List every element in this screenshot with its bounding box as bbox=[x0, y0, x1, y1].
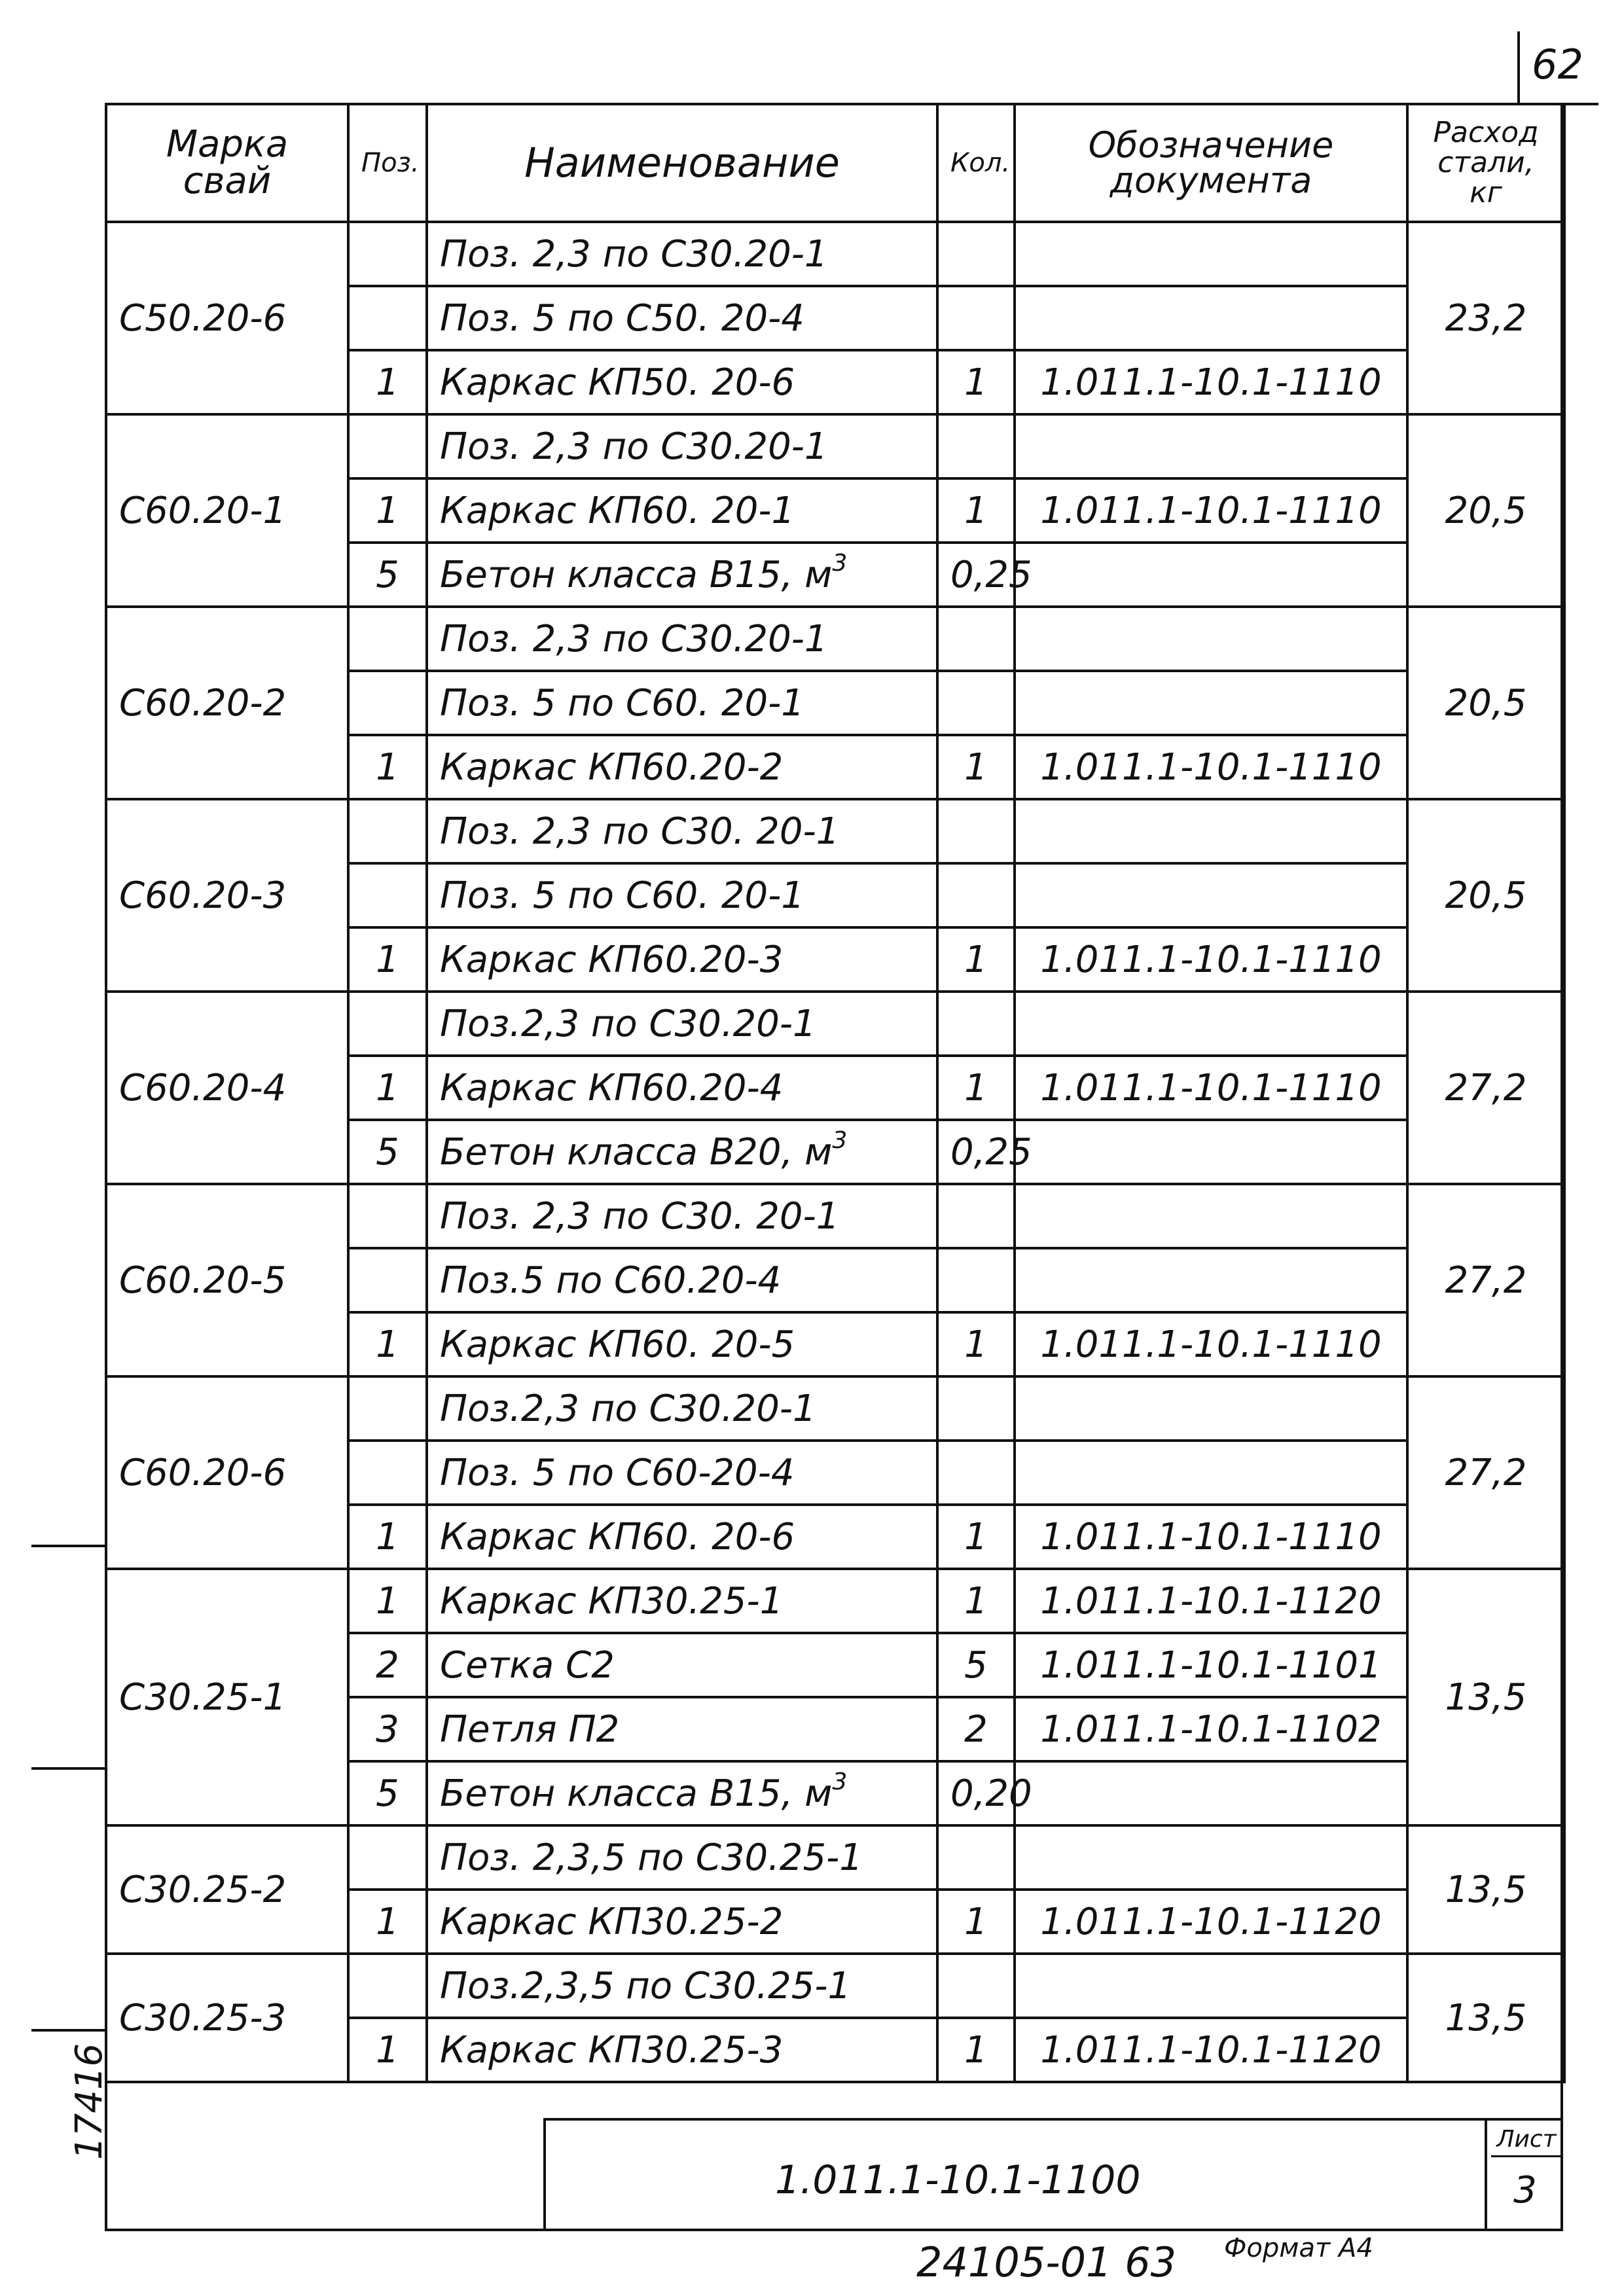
position-cell: 1 bbox=[348, 1505, 427, 1569]
position-cell bbox=[348, 286, 427, 350]
document-cell: 1.011.1-10.1-1101 bbox=[1015, 1633, 1407, 1697]
name-text: Поз.5 по С60.20-4 bbox=[440, 1259, 782, 1302]
document-cell: 1.011.1-10.1-1110 bbox=[1015, 478, 1407, 543]
quantity-cell: 1 bbox=[937, 735, 1015, 799]
name-cell bbox=[427, 286, 937, 350]
quantity-cell bbox=[937, 1184, 1015, 1248]
name-cell bbox=[427, 1890, 937, 1954]
pile-mark: С60.20-3 bbox=[106, 799, 348, 992]
quantity-cell bbox=[937, 1248, 1015, 1312]
steel-consumption: 27,2 bbox=[1407, 1376, 1564, 1569]
steel-consumption: 13,5 bbox=[1407, 1569, 1564, 1825]
name-cell bbox=[427, 1825, 937, 1890]
header-mass: Расход стали, кг bbox=[1407, 104, 1564, 222]
quantity-cell: 1 bbox=[937, 1505, 1015, 1569]
table-row bbox=[106, 222, 1564, 286]
position-cell: 1 bbox=[348, 1569, 427, 1633]
position-cell: 1 bbox=[348, 1056, 427, 1120]
name-cell bbox=[427, 1184, 937, 1248]
table-row bbox=[106, 1825, 1564, 1890]
name-cell bbox=[427, 543, 937, 607]
position-cell: 5 bbox=[348, 1761, 427, 1825]
name-text: Поз. 2,3,5 по С30.25-1 bbox=[440, 1836, 863, 1879]
quantity-cell bbox=[937, 414, 1015, 478]
pile-mark: С50.20-6 bbox=[106, 222, 348, 414]
pile-mark: С60.20-2 bbox=[106, 607, 348, 799]
document-cell: 1.011.1-10.1-1120 bbox=[1015, 1890, 1407, 1954]
document-cell bbox=[1015, 1120, 1407, 1184]
pile-mark: С60.20-5 bbox=[106, 1184, 348, 1376]
quantity-cell: 0,25 bbox=[937, 1120, 1015, 1184]
header-qty: Кол. bbox=[937, 104, 1015, 222]
specification-table bbox=[105, 103, 1566, 2083]
position-cell bbox=[348, 1441, 427, 1505]
page-number: 62 bbox=[1532, 41, 1583, 88]
table-row bbox=[106, 1569, 1564, 1633]
name-cell bbox=[427, 1954, 937, 2018]
table-header-row bbox=[106, 104, 1564, 222]
quantity-cell: 5 bbox=[937, 1633, 1015, 1697]
document-cell bbox=[1015, 1761, 1407, 1825]
position-cell: 1 bbox=[348, 1890, 427, 1954]
unit-superscript: 3 bbox=[832, 1126, 848, 1154]
name-text: Каркас КП30.25-1 bbox=[440, 1579, 784, 1623]
position-cell: 1 bbox=[348, 927, 427, 992]
document-cell bbox=[1015, 1441, 1407, 1505]
name-cell bbox=[427, 863, 937, 927]
document-code: 1.011.1-10.1-1100 bbox=[775, 2157, 1141, 2203]
quantity-cell bbox=[937, 992, 1015, 1056]
position-cell bbox=[348, 222, 427, 286]
name-cell bbox=[427, 992, 937, 1056]
name-text: Каркас КП60.20-4 bbox=[440, 1066, 784, 1109]
position-cell bbox=[348, 414, 427, 478]
name-text: Поз. 2,3 по С30. 20-1 bbox=[440, 1194, 840, 1238]
position-cell bbox=[348, 1825, 427, 1890]
name-text: Поз. 5 по С60. 20-1 bbox=[440, 874, 804, 917]
format-label: Формат А4 bbox=[1224, 2233, 1373, 2263]
name-cell bbox=[427, 1633, 937, 1697]
name-text: Поз. 2,3 по С30.20-1 bbox=[440, 232, 828, 276]
position-cell bbox=[348, 1376, 427, 1441]
table-row bbox=[106, 1376, 1564, 1441]
name-text: Поз. 5 по С60-20-4 bbox=[440, 1451, 795, 1494]
quantity-cell bbox=[937, 286, 1015, 350]
position-cell: 5 bbox=[348, 1120, 427, 1184]
pile-mark: С60.20-6 bbox=[106, 1376, 348, 1569]
position-cell bbox=[348, 1248, 427, 1312]
name-text: Бетон класса В20, м bbox=[440, 1130, 833, 1174]
header-pos: Поз. bbox=[348, 104, 427, 222]
steel-consumption: 20,5 bbox=[1407, 607, 1564, 799]
position-cell: 1 bbox=[348, 735, 427, 799]
document-cell bbox=[1015, 222, 1407, 286]
name-text: Каркас КП30.25-3 bbox=[440, 2028, 784, 2072]
steel-consumption: 27,2 bbox=[1407, 992, 1564, 1184]
document-cell bbox=[1015, 671, 1407, 735]
name-cell bbox=[427, 1120, 937, 1184]
name-cell bbox=[427, 1312, 937, 1376]
name-text: Каркас КП60. 20-5 bbox=[440, 1323, 795, 1366]
table-row bbox=[106, 607, 1564, 671]
table-row bbox=[106, 799, 1564, 863]
document-cell bbox=[1015, 1184, 1407, 1248]
name-text: Поз. 5 по С60. 20-1 bbox=[440, 681, 804, 725]
steel-consumption: 20,5 bbox=[1407, 414, 1564, 607]
position-cell bbox=[348, 1184, 427, 1248]
quantity-cell: 2 bbox=[937, 1697, 1015, 1761]
quantity-cell bbox=[937, 1954, 1015, 2018]
inventory-strip-divider bbox=[31, 1767, 105, 1770]
position-cell bbox=[348, 863, 427, 927]
header-doc: Обозначение документа bbox=[1015, 104, 1407, 222]
name-text: Поз. 5 по С50. 20-4 bbox=[440, 296, 804, 340]
document-cell bbox=[1015, 1825, 1407, 1890]
document-cell bbox=[1015, 543, 1407, 607]
pile-mark: С30.25-3 bbox=[106, 1954, 348, 2082]
quantity-cell: 0,20 bbox=[937, 1761, 1015, 1825]
document-cell bbox=[1015, 607, 1407, 671]
name-text: Поз.2,3 по С30.20-1 bbox=[440, 1387, 816, 1430]
name-text: Каркас КП60. 20-6 bbox=[440, 1515, 795, 1558]
sheet-box bbox=[1485, 2121, 1563, 2231]
document-cell: 1.011.1-10.1-1120 bbox=[1015, 2018, 1407, 2082]
document-cell: 1.011.1-10.1-1110 bbox=[1015, 1312, 1407, 1376]
name-cell bbox=[427, 607, 937, 671]
quantity-cell: 1 bbox=[937, 1056, 1015, 1120]
table-row bbox=[106, 1184, 1564, 1248]
quantity-cell: 1 bbox=[937, 478, 1015, 543]
name-text: Поз. 2,3 по С30. 20-1 bbox=[440, 810, 840, 853]
position-cell: 1 bbox=[348, 350, 427, 414]
quantity-cell: 1 bbox=[937, 1569, 1015, 1633]
steel-consumption: 20,5 bbox=[1407, 799, 1564, 992]
quantity-cell bbox=[937, 607, 1015, 671]
name-cell bbox=[427, 1505, 937, 1569]
name-text: Сетка С2 bbox=[440, 1643, 615, 1687]
quantity-cell bbox=[937, 1441, 1015, 1505]
document-cell bbox=[1015, 1248, 1407, 1312]
document-cell: 1.011.1-10.1-1110 bbox=[1015, 927, 1407, 992]
pile-mark: С30.25-1 bbox=[106, 1569, 348, 1825]
quantity-cell: 1 bbox=[937, 350, 1015, 414]
document-cell: 1.011.1-10.1-1120 bbox=[1015, 1569, 1407, 1633]
sheet-number: 3 bbox=[1513, 2169, 1537, 2212]
position-cell: 1 bbox=[348, 478, 427, 543]
document-cell: 1.011.1-10.1-1102 bbox=[1015, 1697, 1407, 1761]
name-cell bbox=[427, 1697, 937, 1761]
name-text: Поз. 2,3 по С30.20-1 bbox=[440, 617, 828, 660]
name-cell bbox=[427, 1248, 937, 1312]
unit-superscript: 3 bbox=[832, 549, 848, 577]
title-block bbox=[543, 2118, 1563, 2231]
document-cell bbox=[1015, 863, 1407, 927]
position-cell bbox=[348, 992, 427, 1056]
quantity-cell bbox=[937, 671, 1015, 735]
name-cell bbox=[427, 350, 937, 414]
document-cell: 1.011.1-10.1-1110 bbox=[1015, 735, 1407, 799]
name-text: Каркас КП50. 20-6 bbox=[440, 361, 795, 404]
name-text: Поз.2,3,5 по С30.25-1 bbox=[440, 1964, 852, 2007]
name-cell bbox=[427, 1376, 937, 1441]
name-cell bbox=[427, 799, 937, 863]
position-cell bbox=[348, 1954, 427, 2018]
quantity-cell bbox=[937, 1376, 1015, 1441]
quantity-cell: 1 bbox=[937, 2018, 1015, 2082]
name-cell bbox=[427, 1761, 937, 1825]
position-cell bbox=[348, 671, 427, 735]
quantity-cell: 0,25 bbox=[937, 543, 1015, 607]
steel-consumption: 13,5 bbox=[1407, 1954, 1564, 2082]
name-cell bbox=[427, 2018, 937, 2082]
document-cell bbox=[1015, 992, 1407, 1056]
quantity-cell: 1 bbox=[937, 927, 1015, 992]
name-cell bbox=[427, 735, 937, 799]
name-text: Поз.2,3 по С30.20-1 bbox=[440, 1002, 816, 1045]
name-text: Каркас КП60.20-2 bbox=[440, 745, 784, 789]
document-cell: 1.011.1-10.1-1110 bbox=[1015, 350, 1407, 414]
unit-superscript: 3 bbox=[832, 1768, 848, 1795]
position-cell: 2 bbox=[348, 1633, 427, 1697]
header-name: Наименование bbox=[427, 104, 937, 222]
inventory-number: 17416 bbox=[68, 2043, 111, 2160]
name-cell bbox=[427, 927, 937, 992]
document-cell bbox=[1015, 799, 1407, 863]
position-cell: 3 bbox=[348, 1697, 427, 1761]
quantity-cell bbox=[937, 863, 1015, 927]
name-cell bbox=[427, 1056, 937, 1120]
name-text: Каркас КП60.20-3 bbox=[440, 938, 784, 981]
name-text: Бетон класса В15, м bbox=[440, 1772, 833, 1815]
quantity-cell: 1 bbox=[937, 1312, 1015, 1376]
steel-consumption: 23,2 bbox=[1407, 222, 1564, 414]
document-cell bbox=[1015, 414, 1407, 478]
position-cell: 1 bbox=[348, 1312, 427, 1376]
name-text: Каркас КП60. 20-1 bbox=[440, 489, 795, 532]
steel-consumption: 13,5 bbox=[1407, 1825, 1564, 1954]
sheet-label: Лист bbox=[1491, 2126, 1562, 2157]
quantity-cell bbox=[937, 222, 1015, 286]
table-row bbox=[106, 414, 1564, 478]
name-text: Каркас КП30.25-2 bbox=[440, 1900, 784, 1943]
position-cell bbox=[348, 799, 427, 863]
steel-consumption: 27,2 bbox=[1407, 1184, 1564, 1376]
table-row bbox=[106, 992, 1564, 1056]
pile-mark: С60.20-4 bbox=[106, 992, 348, 1184]
document-cell: 1.011.1-10.1-1110 bbox=[1015, 1505, 1407, 1569]
inventory-strip-divider bbox=[31, 2029, 105, 2032]
position-cell bbox=[348, 607, 427, 671]
table-row bbox=[106, 1954, 1564, 2018]
corner-vertical-line bbox=[1517, 31, 1520, 105]
document-cell bbox=[1015, 286, 1407, 350]
position-cell: 1 bbox=[348, 2018, 427, 2082]
quantity-cell bbox=[937, 1825, 1015, 1890]
document-cell bbox=[1015, 1376, 1407, 1441]
pile-mark: С60.20-1 bbox=[106, 414, 348, 607]
archive-code: 24105-01 63 bbox=[916, 2238, 1177, 2286]
document-cell: 1.011.1-10.1-1110 bbox=[1015, 1056, 1407, 1120]
name-text: Петля П2 bbox=[440, 1708, 620, 1751]
quantity-cell bbox=[937, 799, 1015, 863]
position-cell: 5 bbox=[348, 543, 427, 607]
header-mark: Марка свай bbox=[106, 104, 348, 222]
name-cell bbox=[427, 414, 937, 478]
pile-mark: С30.25-2 bbox=[106, 1825, 348, 1954]
name-cell bbox=[427, 222, 937, 286]
quantity-cell: 1 bbox=[937, 1890, 1015, 1954]
document-cell bbox=[1015, 1954, 1407, 2018]
name-text: Поз. 2,3 по С30.20-1 bbox=[440, 425, 828, 468]
name-text: Бетон класса В15, м bbox=[440, 553, 833, 596]
name-cell bbox=[427, 1569, 937, 1633]
name-cell bbox=[427, 478, 937, 543]
name-cell bbox=[427, 671, 937, 735]
name-cell bbox=[427, 1441, 937, 1505]
specification-body bbox=[106, 222, 1564, 2082]
